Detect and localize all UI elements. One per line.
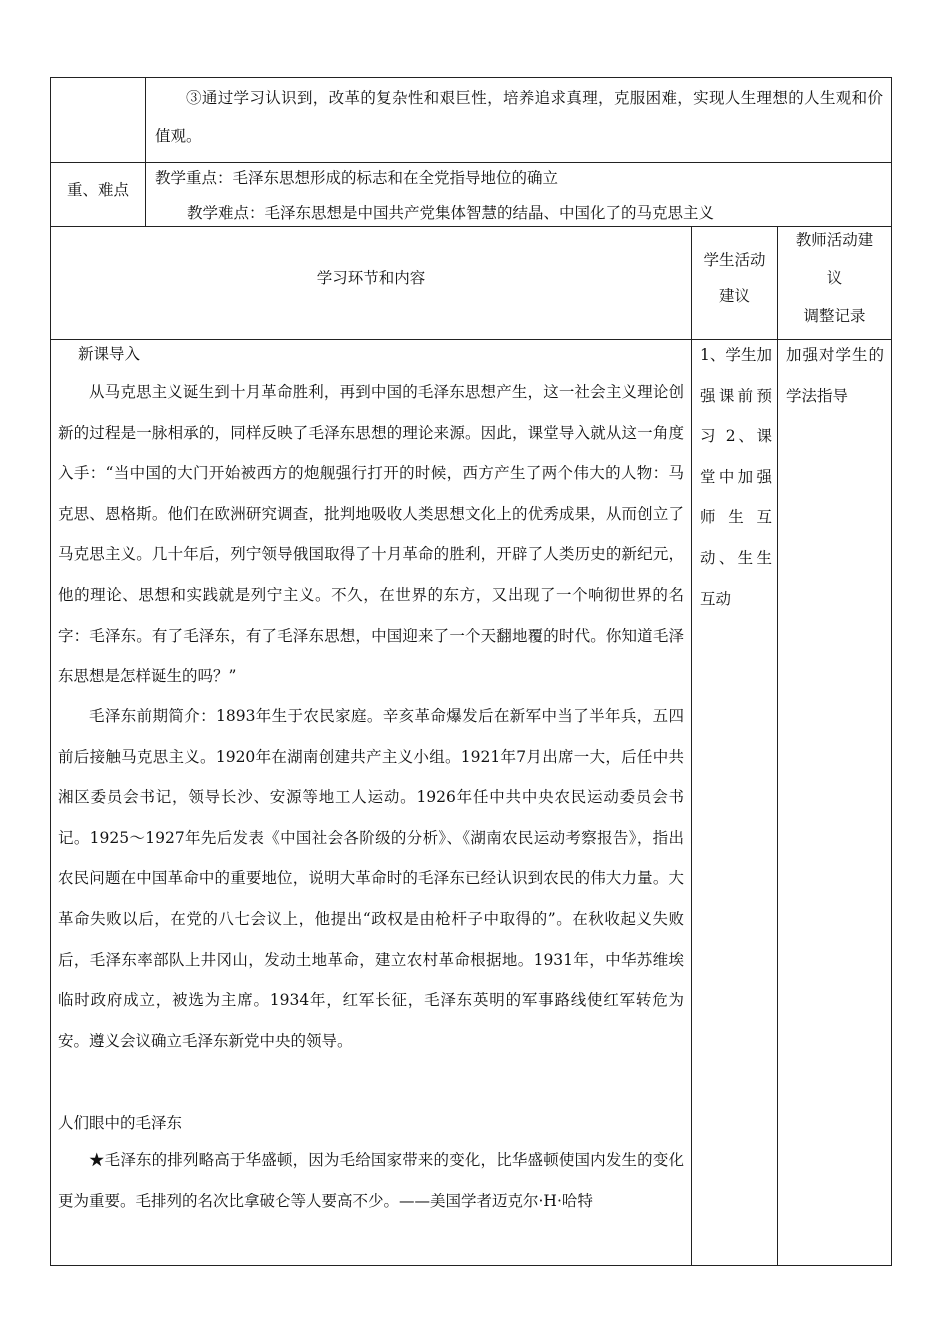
- student-activities: 1、学生加强课前预习 2、课堂中加强师生互动、生生互动: [700, 346, 772, 608]
- label-column-divider: [145, 77, 146, 227]
- row-divider-focus-header: [50, 226, 892, 227]
- teaching-difficulty: 教学难点：毛泽东思想是中国共产党集体智慧的结晶、中国化了的马克思主义: [187, 204, 715, 222]
- teacher-activities: 加强对学生的学法指导: [786, 346, 884, 405]
- row-divider-goals-focus: [50, 162, 892, 163]
- column-header-student-2: 建议: [718, 287, 750, 305]
- table-bottom-border: [50, 1265, 892, 1266]
- teacher-column-divider: [777, 226, 778, 1266]
- table-top-border: [50, 77, 892, 78]
- column-header-teacher-2: 议: [826, 269, 843, 287]
- column-header-student-1: 学生活动: [703, 251, 766, 269]
- column-header-teacher-1: 教师活动建: [795, 231, 874, 249]
- table-right-border: [891, 77, 892, 1266]
- column-header-content: 学习环节和内容: [316, 269, 426, 287]
- objective-three: ③通过学习认识到，改革的复杂性和艰巨性，培养追求真理，克服困难，实现人生理想的人生观和价值观。: [155, 89, 883, 145]
- table-left-border: [50, 77, 51, 1266]
- biography-paragraph: 毛泽东前期简介：1893年生于农民家庭。辛亥革命爆发后在新军中当了半年兵，五四前后接触马克思主义。1920年在湖南创建共产主义小组。1921年7月出席一大，后任中共湘区委员会书记，领导长沙、安源等地工人运动。1926年任中共中央农民运动委员会书记。1925～1927年先后发表《中国社会各阶级的分析》、《湖南农民运动考察报告》，指出农民问题在中国革命中的重要地位，说明大革命时的毛泽东已经认识到农民的伟大力量。大革命失败以后，在党的八七会议上，他提出“政权是由枪杆子中取得的”。在秋收起义失败后，毛泽东率部队上井冈山，发动土地革命，建立农村革命根据地。1931年，中华苏维埃临时政府成立，被选为主席。1934年，红军长征，毛泽东英明的军事路线使红军转危为安。遵义会议确立毛泽东新党中央的领导。: [58, 707, 684, 1050]
- section-heading-intro: 新课导入: [78, 345, 141, 363]
- section-heading-perceptions: 人们眼中的毛泽东: [58, 1114, 183, 1132]
- column-header-teacher-3: 调整记录: [803, 307, 866, 325]
- quote-paragraph: ★毛泽东的排列略高于华盛顿，因为毛给国家带来的变化，比华盛顿使国内发生的变化更为重要。毛排列的名次比拿破仑等人要高不少。——美国学者迈克尔·H·哈特: [58, 1151, 684, 1210]
- teaching-focus: 教学重点：毛泽东思想形成的标志和在全党指导地位的确立: [155, 169, 559, 187]
- focus-difficulty-label: 重、难点: [66, 181, 129, 199]
- student-column-divider: [691, 226, 692, 1266]
- intro-paragraph: 从马克思主义诞生到十月革命胜利，再到中国的毛泽东思想产生，这一社会主义理论创新的过程是一脉相承的，同样反映了毛泽东思想的理论来源。因此，课堂导入就从这一角度入手：“当中国的大门开始被西方的炮舰强行打开的时候，西方产生了两个伟大的人物：马克思、恩格斯。他们在欧洲研究调查，批判地吸收人类思想文化上的优秀成果，从而创立了马克思主义。几十年后，列宁领导俄国取得了十月革命的胜利，开辟了人类历史的新纪元，他的理论、思想和实践就是列宁主义。不久，在世界的东方，又出现了一个响彻世界的名字：毛泽东。有了毛泽东，有了毛泽东思想，中国迎来了一个天翻地覆的时代。你知道毛泽东思想是怎样诞生的吗？”: [58, 383, 684, 686]
